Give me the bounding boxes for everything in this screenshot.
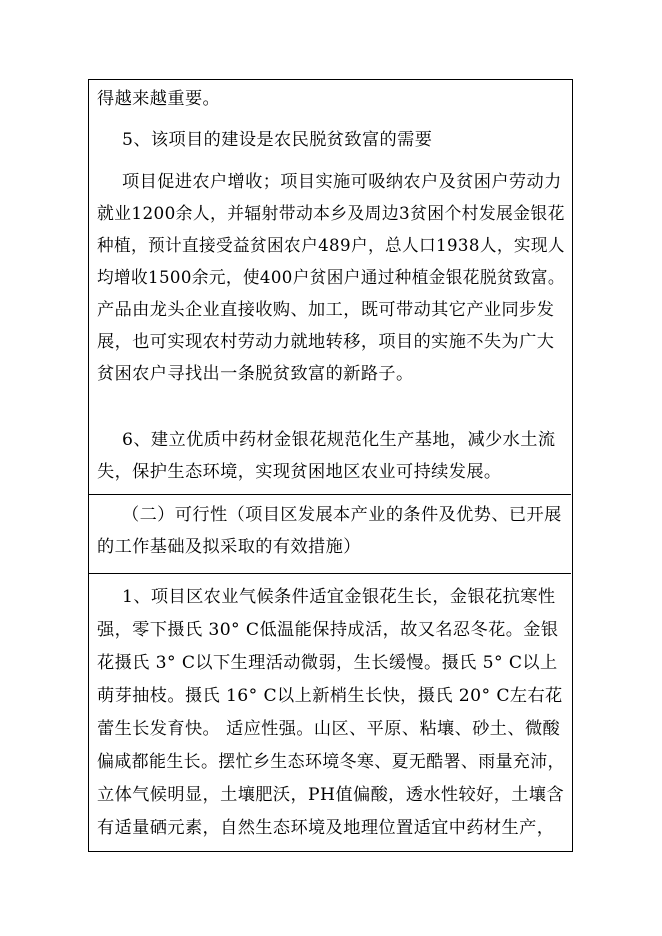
paragraph-line: 展，也可实现农村劳动力就地转移，项目的实施不失为广大 [97,332,555,352]
content-table [88,79,573,852]
paragraph-line: 均增收1500余元，使400户贫困户通过种植金银花脱贫致富。 [97,268,565,288]
item-6-line: 6、建立优质中药材金银花规范化生产基地，减少水土流 [122,430,556,450]
paragraph-line: 产品由龙头企业直接收购、加工，既可带动其它产业同步发 [97,300,555,320]
paragraph-line: 强，零下摄氏 30° C低温能保持成活，故又名忍冬花。金银 [97,620,559,640]
continuation-line: 得越来越重要。 [97,89,221,109]
table-cell-feasibility [89,573,571,851]
item-6-line: 失，保护生态环境，实现贫困地区农业可持续发展。 [97,462,502,482]
paragraph-line: 有适量硒元素，自然生态环境及地理位置适宜中药材生产， [97,818,555,838]
paragraph-line: 立体气候明显，土壤肥沃，PH值偏酸，透水性较好，土壤含 [97,785,565,805]
paragraph-line: 1、项目区农业气候条件适宜金银花生长，金银花抗寒性 [122,587,556,607]
paragraph-line: 蕾生长发育快。 适应性强。山区、平原、粘壤、砂土、微酸 [97,719,561,739]
table-cell-significance [89,80,571,494]
section-header-feasibility [89,494,571,573]
paragraph-line: 项目促进农户增收；项目实施可吸纳农户及贫困户劳动力 [122,172,562,192]
section-title-line: 的工作基础及拟采取的有效措施） [97,537,361,557]
item-5-heading: 5、该项目的建设是农民脱贫致富的需要 [122,130,433,150]
paragraph-line: 就业1200余人，并辐射带动本乡及周边3贫困个村发展金银花 [97,204,565,224]
paragraph-line: 种植，预计直接受益贫困农户489户，总人口1938人，实现人 [97,236,565,256]
paragraph-line: 贫困农户寻找出一条脱贫致富的新路子。 [97,364,414,384]
paragraph-line: 花摄氏 3° C以下生理活动微弱，生长缓慢。摄氏 5° C以上 [97,653,558,673]
paragraph-line: 偏咸都能生长。摆忙乡生态环境冬寒、夏无酷署、雨量充沛， [97,752,565,772]
paragraph-line: 萌芽抽枝。摄氏 16° C以上新梢生长快，摄氏 20° C左右花 [97,686,563,706]
section-title-line: （二）可行性（项目区发展本产业的条件及优势、已开展 [122,505,562,525]
